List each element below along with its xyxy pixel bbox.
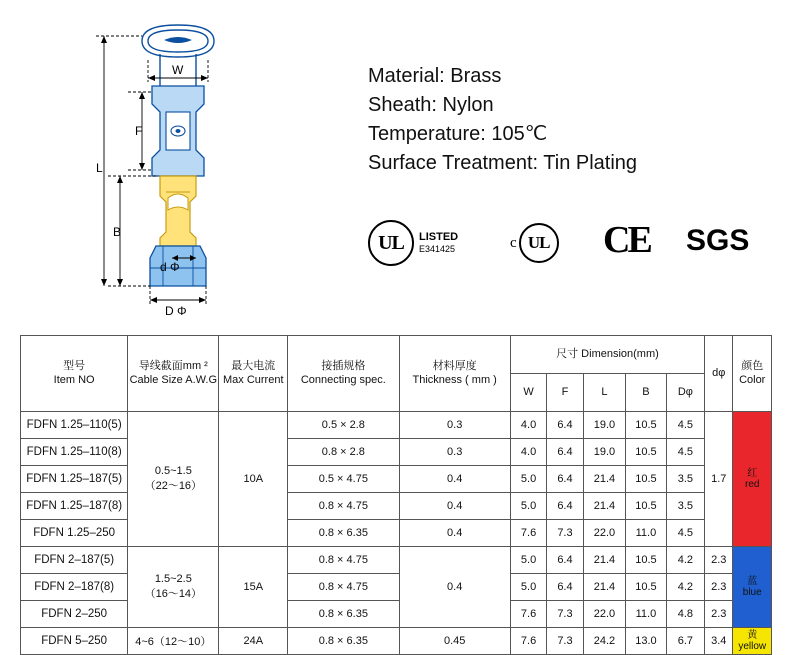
- cell-cable-size: 1.5~2.5 （16～14）: [128, 547, 219, 628]
- cell-item-no: FDFN 2–187(5): [21, 547, 128, 574]
- cell-l: 22.0: [583, 520, 626, 547]
- cell-dphi: 4.8: [666, 601, 704, 628]
- cell-w: 7.6: [510, 601, 546, 628]
- header-dim-l: L: [583, 374, 626, 412]
- cell-w: 5.0: [510, 466, 546, 493]
- cell-connecting-spec: 0.8 × 4.75: [288, 547, 399, 574]
- cell-l: 21.4: [583, 547, 626, 574]
- cell-dphi: 3.5: [666, 466, 704, 493]
- cell-w: 5.0: [510, 493, 546, 520]
- cell-b: 11.0: [626, 601, 666, 628]
- spec-temperature: Temperature: 105℃: [368, 123, 548, 145]
- cell-b: 10.5: [626, 412, 666, 439]
- cell-dphi: 4.5: [666, 520, 704, 547]
- cell-item-no: FDFN 1.25–250: [21, 520, 128, 547]
- cell-b: 10.5: [626, 574, 666, 601]
- table-row: [21, 547, 772, 574]
- table-body: [21, 412, 772, 655]
- cell-color: 蓝 blue: [733, 547, 772, 628]
- cell-l: 21.4: [583, 466, 626, 493]
- cell-color: 红 red: [733, 412, 772, 547]
- header-connecting-spec: 接插规格 Connecting spec.: [288, 336, 399, 412]
- header-thickness: 材料厚度 Thickness ( mm ): [399, 336, 510, 412]
- table-header-row-1: [21, 336, 772, 374]
- cell-f: 6.4: [547, 493, 583, 520]
- cell-thickness: 0.45: [399, 628, 510, 655]
- cul-c-prefix: c: [510, 234, 517, 251]
- cell-w: 5.0: [510, 547, 546, 574]
- spec-material: Material: Brass: [368, 65, 502, 87]
- cell-thickness: 0.4: [399, 547, 510, 628]
- cell-l: 21.4: [583, 574, 626, 601]
- cell-d-small: 2.3: [705, 574, 733, 601]
- cell-w: 4.0: [510, 412, 546, 439]
- cell-d-small: 1.7: [705, 412, 733, 547]
- cell-connecting-spec: 0.8 × 6.35: [288, 628, 399, 655]
- cell-connecting-spec: 0.8 × 4.75: [288, 574, 399, 601]
- ul-file-number: E341425: [419, 244, 456, 255]
- cell-dphi: 4.5: [666, 412, 704, 439]
- cell-dphi: 4.2: [666, 574, 704, 601]
- cell-l: 22.0: [583, 601, 626, 628]
- cell-w: 5.0: [510, 574, 546, 601]
- table-header: [21, 336, 772, 412]
- header-item-no: 型号 Item NO: [21, 336, 128, 412]
- cell-connecting-spec: 0.8 × 2.8: [288, 439, 399, 466]
- cell-f: 6.4: [547, 574, 583, 601]
- cell-f: 6.4: [547, 466, 583, 493]
- cell-color: 黄 yellow: [733, 628, 772, 655]
- cell-connecting-spec: 0.5 × 4.75: [288, 466, 399, 493]
- cell-item-no: FDFN 1.25–110(8): [21, 439, 128, 466]
- cell-item-no: FDFN 1.25–187(5): [21, 466, 128, 493]
- cell-thickness: 0.3: [399, 412, 510, 439]
- cul-mark: [510, 223, 559, 263]
- cell-cable-size: 4~6（12～10）: [128, 628, 219, 655]
- cell-l: 24.2: [583, 628, 626, 655]
- header-dim-w: W: [510, 374, 546, 412]
- header-max-current: 最大电流 Max Current: [219, 336, 288, 412]
- product-technical-drawing: [0, 0, 350, 330]
- header-cable-size: 导线截面mm ² Cable Size A.W.G: [128, 336, 219, 412]
- cell-item-no: FDFN 5–250: [21, 628, 128, 655]
- header-dimension-group: 尺寸 Dimension(mm): [510, 336, 704, 374]
- cell-b: 13.0: [626, 628, 666, 655]
- spec-surface-treatment: Surface Treatment: Tin Plating: [368, 152, 638, 174]
- dim-label-b: B: [113, 225, 122, 239]
- sgs-mark: [686, 224, 749, 258]
- cell-max-current: 10A: [219, 412, 288, 547]
- specification-table-container: [20, 335, 772, 655]
- cell-b: 10.5: [626, 439, 666, 466]
- cell-connecting-spec: 0.8 × 4.75: [288, 493, 399, 520]
- cell-max-current: 15A: [219, 547, 288, 628]
- ce-mark: [603, 218, 650, 262]
- cell-thickness: 0.3: [399, 439, 510, 466]
- cul-logo-icon: UL: [519, 223, 559, 263]
- cell-f: 7.3: [547, 520, 583, 547]
- cell-f: 7.3: [547, 628, 583, 655]
- cell-item-no: FDFN 1.25–187(8): [21, 493, 128, 520]
- cell-b: 10.5: [626, 466, 666, 493]
- ul-logo-icon: UL: [368, 220, 414, 266]
- header-d-small: dφ: [705, 336, 733, 412]
- header-color: 颜色 Color: [733, 336, 772, 412]
- header-dim-dphi: Dφ: [666, 374, 704, 412]
- cell-connecting-spec: 0.5 × 2.8: [288, 412, 399, 439]
- cell-max-current: 24A: [219, 628, 288, 655]
- cell-dphi: 3.5: [666, 493, 704, 520]
- cell-f: 6.4: [547, 412, 583, 439]
- header-dim-f: F: [547, 374, 583, 412]
- header-dim-b: B: [626, 374, 666, 412]
- cell-item-no: FDFN 1.25–110(5): [21, 412, 128, 439]
- ul-listed-text: [419, 231, 458, 256]
- dim-label-l: L: [96, 161, 103, 175]
- cell-b: 11.0: [626, 520, 666, 547]
- ul-listed-mark: [368, 220, 458, 266]
- cell-cable-size: 0.5~1.5 （22～16）: [128, 412, 219, 547]
- cell-dphi: 4.2: [666, 547, 704, 574]
- cell-w: 4.0: [510, 439, 546, 466]
- specification-table: [20, 335, 772, 655]
- ce-logo-icon: CE: [603, 219, 650, 261]
- table-row: [21, 412, 772, 439]
- dim-label-f: F: [135, 124, 143, 138]
- ul-listed-label: LISTED: [419, 230, 459, 243]
- certification-logos: [368, 215, 768, 275]
- cell-dphi: 4.5: [666, 439, 704, 466]
- dim-label-w: W: [172, 63, 184, 77]
- cell-w: 7.6: [510, 520, 546, 547]
- spec-sheath: Sheath: Nylon: [368, 94, 494, 116]
- cell-l: 19.0: [583, 412, 626, 439]
- cell-l: 21.4: [583, 493, 626, 520]
- cell-d-small: 3.4: [705, 628, 733, 655]
- dim-label-d-small: d Φ: [160, 260, 180, 274]
- cell-connecting-spec: 0.8 × 6.35: [288, 520, 399, 547]
- cell-thickness: 0.4: [399, 493, 510, 520]
- cell-f: 6.4: [547, 547, 583, 574]
- dim-label-d-big: D Φ: [165, 304, 187, 318]
- cell-connecting-spec: 0.8 × 6.35: [288, 601, 399, 628]
- cell-item-no: FDFN 2–250: [21, 601, 128, 628]
- cell-item-no: FDFN 2–187(8): [21, 574, 128, 601]
- cell-l: 19.0: [583, 439, 626, 466]
- cell-f: 7.3: [547, 601, 583, 628]
- cell-d-small: 2.3: [705, 601, 733, 628]
- cell-d-small: 2.3: [705, 547, 733, 574]
- sgs-logo-icon: SGS: [686, 224, 750, 257]
- cell-dphi: 6.7: [666, 628, 704, 655]
- cell-f: 6.4: [547, 439, 583, 466]
- cell-b: 10.5: [626, 547, 666, 574]
- cell-thickness: 0.4: [399, 520, 510, 547]
- cell-w: 7.6: [510, 628, 546, 655]
- material-spec-list: [368, 62, 637, 178]
- table-row: [21, 628, 772, 655]
- cell-thickness: 0.4: [399, 466, 510, 493]
- cell-b: 10.5: [626, 493, 666, 520]
